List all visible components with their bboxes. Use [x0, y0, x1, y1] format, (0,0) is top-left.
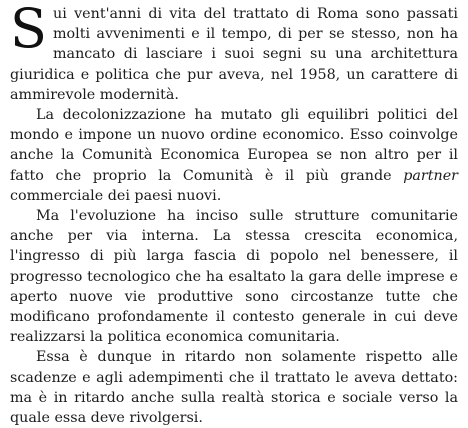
- paragraph-1-text: ui vent'anni di vita del trattato di Roma sono passati molti avvenimenti e il tempo, di per se stesso, non ha mancato di lasciare i suoi segni su una architettura giuridica e politica che pur aveva, nel 1958, un carattere di ammirevole modernità.: [10, 6, 458, 103]
- paragraph-4-text: Essa è dunque in ritardo non solamente rispetto alle scadenze e agli adempimenti che il trattato le aveva dettato: ma è in ritardo anche sulla realtà storica e sociale verso la quale essa deve rivolgersi.: [10, 349, 458, 427]
- paragraph-2-italic-word: partner: [403, 167, 458, 184]
- paragraph-3: [10, 206, 458, 347]
- paragraph-2-text-before: La decolonizzazione ha mutato gli equilibri politici del mondo e impone un nuovo ordine economico. Esso coinvolge anche la Comunità Economica Europea se non altro per il fatto che proprio la Comunità è il più grande: [10, 107, 458, 184]
- drop-cap: S: [10, 0, 47, 60]
- paragraph-1: [10, 0, 458, 105]
- paragraph-3-text: Ma l'evoluzione ha inciso sulle strutture comunitarie anche per via interna. La stessa crescita economica, l'ingresso di più larga fascia di popolo nel benessere, il progresso tecnologico che ha esaltato la gara delle imprese e aperto nuove vie produttive sono circostanze tutte che modificano profondamente il contesto generale in cui deve realizzarsi la politica economica comunitaria.: [10, 208, 458, 346]
- paragraph-2-text-after: commerciale dei paesi nuovi.: [10, 187, 222, 204]
- paragraph-4: [10, 347, 458, 428]
- paragraph-2: [10, 105, 458, 206]
